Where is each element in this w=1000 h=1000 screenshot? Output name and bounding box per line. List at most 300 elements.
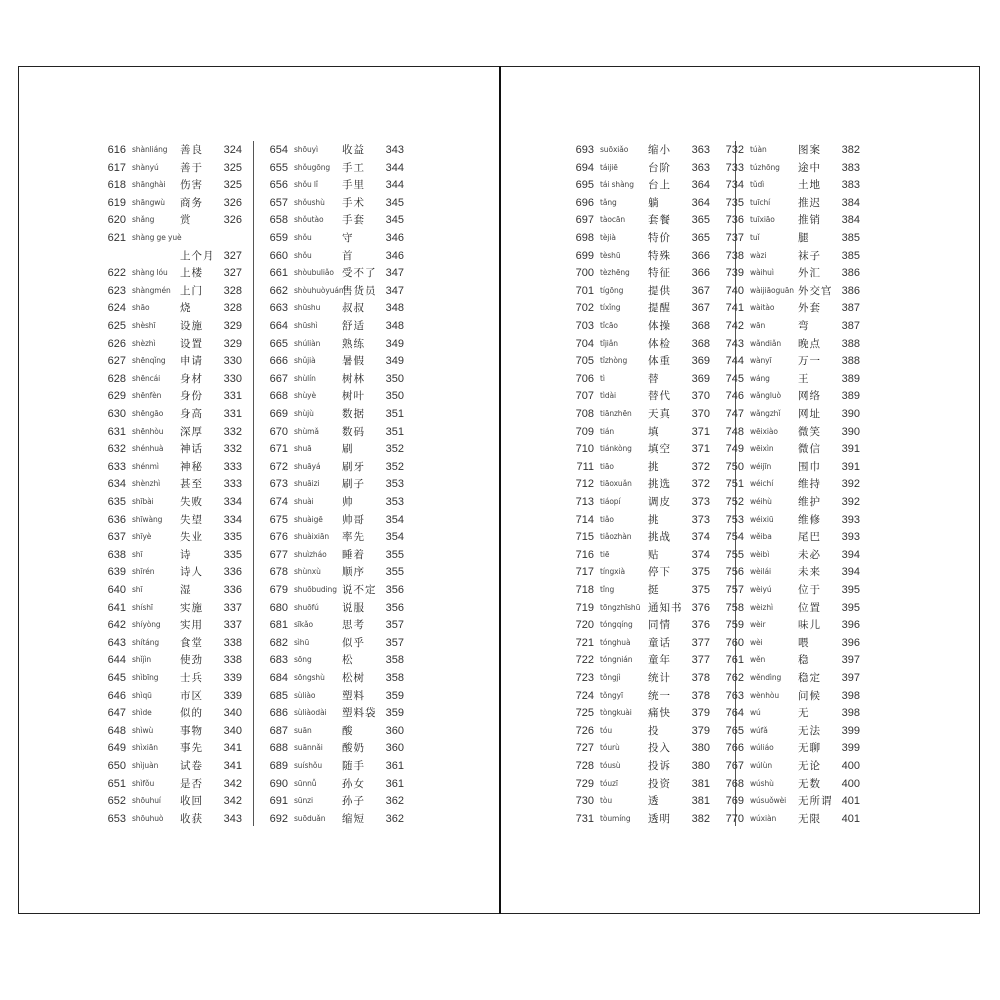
entry-page-number: 389 [841,372,860,385]
index-entry [262,317,408,335]
entry-pinyin: shíshī [132,602,153,612]
entry-number: 634 [107,478,126,491]
index-entry [262,493,408,511]
entry-page-number: 388 [841,355,860,368]
entry-hanzi: 天真 [648,408,671,420]
entry-number: 742 [725,320,744,332]
entry-number: 678 [269,566,288,579]
entry-page-number: 401 [841,812,860,825]
entry-hanzi: 推销 [798,214,821,227]
entry-hanzi: 位于 [798,584,821,596]
entry-page-number: 400 [841,777,860,790]
entry-number: 724 [575,689,594,702]
entry-number: 662 [269,284,288,297]
entry-hanzi: 维护 [798,496,821,508]
entry-pinyin: shùmǎ [294,426,319,436]
entry-hanzi: 使劲 [180,654,203,667]
entry-pinyin: wèir [750,620,766,630]
entry-number: 721 [575,636,594,649]
entry-pinyin: tàocān [600,215,625,225]
entry-pinyin: tì [600,373,605,383]
entry-number: 660 [269,249,288,262]
entry-page-number: 343 [385,144,404,156]
index-entry [100,511,246,529]
entry-pinyin: sùliào [294,690,316,700]
entry-page-number: 386 [841,284,860,297]
entry-pinyin: tǐcāo [600,321,618,330]
entry-hanzi: 痛快 [648,707,671,720]
entry-page-number: 336 [223,566,242,579]
entry-pinyin: tiāoxuǎn [600,479,632,489]
entry-pinyin: suān [294,725,312,735]
entry-pinyin: shāo [132,303,150,313]
entry-hanzi: 网址 [798,408,821,420]
entry-number: 669 [269,408,288,420]
entry-hanzi: 神话 [180,443,203,456]
entry-pinyin: shuā [294,444,312,454]
entry-number: 762 [725,672,744,684]
entry-number: 695 [575,179,594,192]
index-entry [100,405,246,423]
entry-hanzi: 伤害 [180,179,203,192]
index-entry [568,651,714,669]
entry-hanzi: 位置 [798,601,821,614]
entry-hanzi: 晚点 [798,337,821,350]
entry-number: 735 [725,196,744,209]
entry-page-number: 347 [385,284,404,297]
entry-hanzi: 甚至 [180,478,203,491]
entry-page-number: 400 [841,760,860,772]
entry-number: 632 [107,443,126,456]
entry-hanzi: 树林 [342,372,365,385]
entry-hanzi: 外交官 [798,284,833,297]
entry-page-number: 339 [223,689,242,702]
entry-hanzi: 微信 [798,443,821,456]
entry-pinyin: wáng [750,373,770,383]
entry-hanzi: 投入 [648,742,671,755]
entry-hanzi: 首 [342,249,354,262]
entry-page-number: 368 [691,337,710,350]
entry-number: 711 [576,460,594,473]
entry-pinyin: tuīxiāo [750,215,775,225]
entry-number: 715 [575,531,594,544]
entry-number: 670 [269,425,288,438]
entry-number: 761 [725,654,744,667]
entry-hanzi: 是否 [180,777,203,790]
entry-hanzi: 深厚 [180,425,203,438]
entry-number: 617 [107,161,126,174]
entry-page-number: 369 [691,355,710,368]
entry-pinyin: wēixiào [750,426,778,436]
entry-number: 731 [575,812,594,825]
entry-pinyin: sūnnǚ [294,778,317,788]
entry-number: 653 [107,812,126,825]
index-entry [100,704,246,722]
entry-hanzi: 收回 [180,795,203,808]
index-entry [262,264,408,282]
entry-number: 764 [725,707,744,720]
entry-pinyin: tòu [600,796,612,806]
entry-hanzi: 身高 [180,408,203,420]
entry-number: 635 [107,496,126,508]
entry-number: 677 [269,548,288,561]
entry-hanzi: 稳 [798,654,810,667]
entry-hanzi: 刷牙 [342,460,365,473]
entry-hanzi: 同情 [648,619,671,632]
entry-number: 656 [269,179,288,192]
index-entry [568,722,714,740]
entry-pinyin: shìbīng [132,673,159,682]
entry-hanzi: 市区 [180,689,203,702]
entry-number: 748 [725,425,744,438]
index-entry [262,634,408,652]
entry-page-number: 368 [691,320,710,332]
index-entry [568,581,714,599]
entry-hanzi: 手术 [342,196,365,209]
entry-hanzi: 填空 [648,443,671,456]
entry-page-number: 372 [691,460,710,473]
entry-pinyin: shǒugōng [294,162,331,172]
entry-hanzi: 善于 [180,161,203,174]
index-entry [262,211,408,229]
index-entry [100,440,246,458]
entry-number: 626 [107,337,126,350]
entry-page-number: 394 [841,548,860,561]
entry-number: 766 [725,742,744,755]
entry-hanzi: 思考 [342,619,365,632]
entry-page-number: 356 [385,601,404,614]
entry-page-number: 333 [223,460,242,473]
index-entry [568,141,714,159]
entry-number: 702 [575,302,594,315]
entry-page-number: 352 [385,443,404,456]
entry-hanzi: 外套 [798,302,821,315]
entry-pinyin: tǐzhòng [600,356,628,366]
entry-page-number: 389 [841,390,860,403]
entry-hanzi: 万一 [798,355,821,368]
entry-number: 703 [575,320,594,332]
entry-number: 753 [725,513,744,526]
index-entry [262,581,408,599]
entry-page-number: 349 [385,355,404,368]
entry-pinyin: tiǎo [600,514,614,524]
entry-hanzi: 微笑 [798,425,821,438]
index-entry [568,159,714,177]
entry-number: 697 [575,214,594,227]
entry-hanzi: 无论 [798,760,821,772]
entry-page-number: 371 [691,425,710,438]
entry-pinyin: shènzhì [132,479,161,489]
entry-page-number: 374 [691,531,710,544]
entry-page-number: 375 [691,566,710,579]
entry-page-number: 399 [841,724,860,737]
entry-number: 689 [269,760,288,772]
entry-hanzi: 设置 [180,337,203,350]
index-entry [262,458,408,476]
entry-page-number: 387 [841,320,860,332]
entry-pinyin: shuàigē [294,514,323,524]
entry-number: 625 [107,320,126,332]
entry-number: 620 [107,214,126,227]
entry-number: 685 [269,689,288,702]
entry-hanzi: 腿 [798,232,810,244]
entry-page-number: 327 [223,267,242,280]
entry-page-number: 379 [691,707,710,720]
entry-pinyin: shàng lóu [132,268,168,278]
entry-pinyin: shénhuà [132,444,164,454]
entry-number: 680 [269,601,288,614]
entry-hanzi: 童话 [648,636,671,649]
entry-pinyin: shuāizi [294,479,320,489]
entry-pinyin: tèjià [600,233,616,242]
entry-hanzi: 受不了 [342,267,377,280]
index-entry [100,475,246,493]
entry-page-number: 325 [223,161,242,174]
index-entry [262,651,408,669]
entry-number: 727 [575,742,594,755]
entry-hanzi: 售货员 [342,284,377,297]
index-entry [568,299,714,317]
entry-pinyin: shuàixiān [294,532,330,542]
entry-number: 658 [269,214,288,227]
entry-number: 705 [575,355,594,368]
entry-hanzi: 塑料 [342,689,365,702]
entry-page-number: 380 [691,742,710,755]
index-entry [568,282,714,300]
entry-hanzi: 树叶 [342,390,365,403]
entry-number: 633 [107,460,126,473]
entry-number: 704 [575,337,594,350]
entry-page-number: 384 [841,196,860,209]
index-entry [568,317,714,335]
index-entry [100,458,246,476]
entry-hanzi: 松树 [342,672,365,684]
entry-page-number: 393 [841,531,860,544]
index-entry [100,775,246,793]
entry-page-number: 370 [691,408,710,420]
index-entry [100,141,246,159]
index-entry [568,423,714,441]
entry-hanzi: 帅哥 [342,513,365,526]
index-entry [718,370,864,388]
entry-hanzi: 无所谓 [798,795,833,808]
index-entry [100,757,246,775]
entry-hanzi: 问候 [798,689,821,702]
entry-hanzi: 手套 [342,214,365,227]
entry-page-number: 390 [841,425,860,438]
entry-number: 619 [107,196,126,209]
entry-page-number: 399 [841,742,860,755]
entry-hanzi: 替 [648,372,660,385]
entry-pinyin: wúlùn [750,761,772,770]
entry-number: 768 [725,777,744,790]
entry-hanzi: 透 [648,795,660,808]
entry-page-number: 342 [223,777,242,790]
index-entry [568,176,714,194]
entry-pinyin: tǔdì [750,180,765,190]
entry-page-number: 358 [385,672,404,684]
index-entry [568,211,714,229]
entry-hanzi: 调皮 [648,496,671,508]
entry-pinyin: tóuzī [600,778,618,788]
entry-number: 621 [107,232,126,244]
entry-number: 747 [725,408,744,420]
entry-pinyin: wàijiāoguān [750,285,794,295]
entry-number: 765 [725,724,744,737]
entry-pinyin: shī [132,585,143,594]
entry-pinyin: tǐjiǎn [600,338,618,348]
entry-pinyin: shǒutào [294,215,324,225]
entry-page-number: 361 [385,777,404,790]
index-entry [568,194,714,212]
entry-page-number: 341 [223,760,242,772]
index-entry [100,387,246,405]
entry-pinyin: sōngshù [294,673,325,682]
entry-pinyin: tián [600,426,614,436]
entry-hanzi: 未来 [798,566,821,579]
index-entry [718,493,864,511]
index-entry [100,563,246,581]
entry-page-number: 370 [691,390,710,403]
entry-page-number: 385 [841,249,860,262]
entry-hanzi: 事先 [180,742,203,755]
index-entry [100,528,246,546]
index-entry [568,546,714,564]
entry-number: 741 [725,302,744,315]
index-entry [262,546,408,564]
entry-number: 629 [107,390,126,403]
index-entry [100,651,246,669]
entry-pinyin: shàng ge yuè [132,233,182,242]
entry-hanzi: 特价 [648,232,671,244]
entry-page-number: 339 [223,672,242,684]
entry-page-number: 325 [223,179,242,192]
index-entry [262,299,408,317]
entry-page-number: 365 [691,232,710,244]
index-entry [262,511,408,529]
entry-hanzi: 申请 [180,355,203,368]
entry-hanzi: 体重 [648,355,671,368]
entry-page-number: 331 [223,408,242,420]
entry-hanzi: 外汇 [798,267,821,280]
entry-page-number: 333 [223,478,242,491]
entry-page-number: 378 [691,672,710,684]
entry-page-number: 361 [385,760,404,772]
entry-page-number: 334 [223,496,242,508]
entry-pinyin: shōuhuò [132,813,164,823]
entry-page-number: 381 [691,795,710,808]
index-entry [100,792,246,810]
entry-page-number: 366 [691,267,710,280]
entry-pinyin: shǒu [294,233,312,242]
entry-hanzi: 挑 [648,460,660,473]
entry-pinyin: wúfǎ [750,725,768,735]
entry-pinyin: shùyè [294,391,316,401]
entry-number: 746 [725,390,744,403]
index-entry [262,335,408,353]
entry-page-number: 386 [841,267,860,280]
entry-pinyin: wéixiū [750,514,774,524]
entry-pinyin: shénmì [132,461,159,471]
entry-pinyin: shǒu lǐ [294,180,318,190]
entry-hanzi: 台阶 [648,161,671,174]
entry-hanzi: 无数 [798,777,821,790]
entry-pinyin: tiāo [600,461,614,471]
entry-pinyin: shuài [294,497,314,506]
entry-page-number: 362 [385,812,404,825]
index-entry [262,159,408,177]
index-entry [568,493,714,511]
entry-number: 729 [575,777,594,790]
entry-hanzi: 缩小 [648,144,671,156]
entry-number: 712 [575,478,594,491]
index-entry [262,687,408,705]
entry-number: 663 [269,302,288,315]
entry-page-number: 392 [841,496,860,508]
entry-hanzi: 收获 [180,812,203,825]
index-entry [100,299,246,317]
index-entry [100,211,246,229]
entry-page-number: 373 [691,513,710,526]
entry-number: 745 [725,372,744,385]
entry-hanzi: 神秘 [180,460,203,473]
index-entry [718,141,864,159]
entry-hanzi: 挑选 [648,478,671,491]
entry-number: 646 [107,689,126,702]
entry-page-number: 357 [385,619,404,632]
entry-pinyin: shūshì [294,321,318,330]
entry-pinyin: wúxiàn [750,813,777,823]
entry-pinyin: shīwàng [132,514,163,524]
index-entry [262,775,408,793]
entry-pinyin: tèshū [600,250,621,260]
index-entry [718,405,864,423]
index-entry [100,581,246,599]
index-entry [568,528,714,546]
entry-hanzi: 投诉 [648,760,671,772]
index-entry [100,229,246,247]
index-entry [718,387,864,405]
index-entry [568,669,714,687]
entry-page-number: 334 [223,513,242,526]
index-entry [718,194,864,212]
entry-pinyin: wèizhì [750,602,774,612]
entry-number: 767 [725,760,744,772]
entry-hanzi: 失业 [180,531,203,544]
entry-hanzi: 套餐 [648,214,671,227]
index-entry [100,634,246,652]
entry-number: 616 [107,144,126,156]
entry-hanzi: 刷子 [342,478,365,491]
entry-hanzi: 塑料袋 [342,707,377,720]
entry-page-number: 377 [691,636,710,649]
entry-pinyin: shōuyì [294,145,318,154]
entry-hanzi: 缩短 [342,812,365,825]
entry-number: 710 [575,443,594,456]
entry-pinyin: suōxiǎo [600,145,629,154]
entry-hanzi: 孙女 [342,777,365,790]
entry-number: 636 [107,513,126,526]
entry-page-number: 375 [691,584,710,596]
entry-page-number: 397 [841,672,860,684]
index-entry [262,722,408,740]
index-entry [262,194,408,212]
index-entry [262,704,408,722]
entry-pinyin: tǎng [600,197,617,207]
index-entry [568,634,714,652]
index-entry [718,159,864,177]
index-entry [100,687,246,705]
